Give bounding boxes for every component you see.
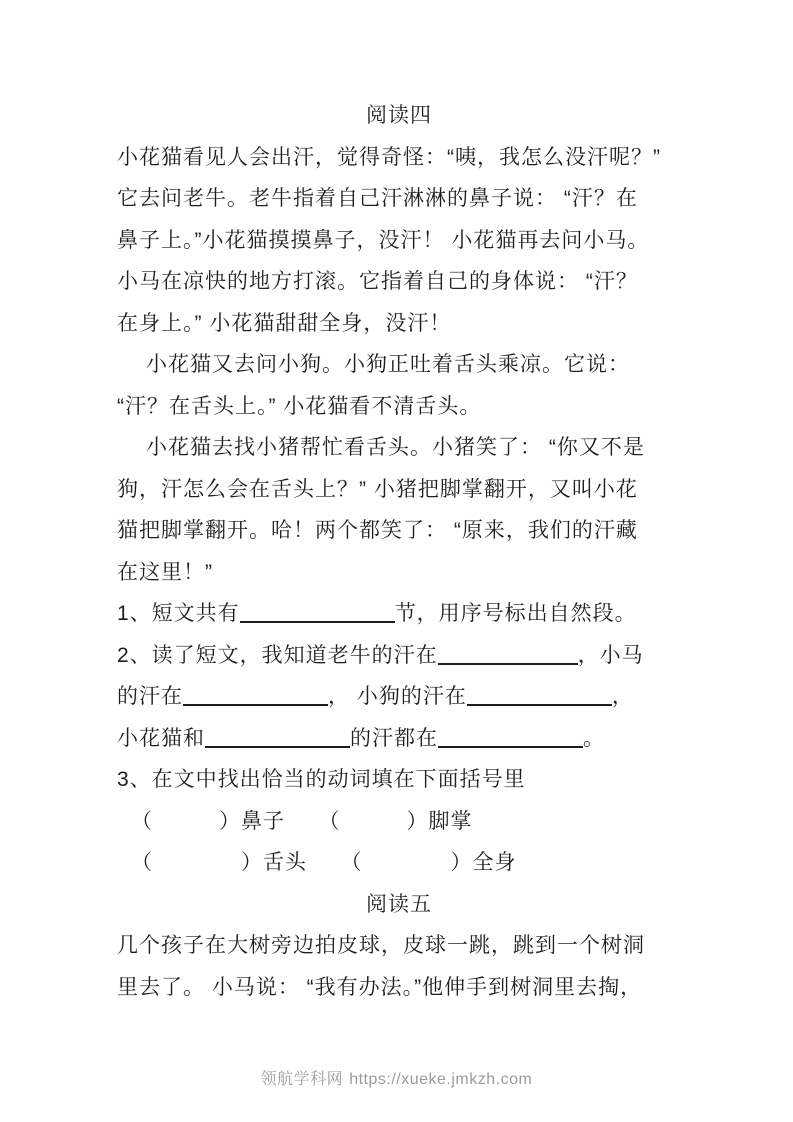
reading4-passage-line-7: “汗？在舌头上。” 小花猫看不清舌头。 [117,394,482,418]
reading4-title: 阅读四 [366,104,432,127]
site-name: 领航学科网 [260,1071,344,1088]
reading4-passage-line-1: 小花猫看见人会出汗，觉得奇怪：“咦，我怎么没汗呢？” [117,145,661,169]
question-2-text: 。 [583,726,605,750]
question-2-line-2 [117,676,681,718]
watermark-footer [0,1066,793,1089]
question-2-line-3 [117,718,681,760]
reading5-title: 阅读五 [366,892,432,916]
question-3-brackets-row-2: （ ）舌头 （ ）全身 [131,851,517,874]
answer-blank [240,620,395,623]
reading4-passage-line-8: 小花猫去找小猪帮忙看舌头。小猪笑了： “你又不是 [146,436,645,459]
answer-blank [438,662,578,665]
reading4-passage-line-4: 小马在凉快的地方打滚。它指着自己的身体说： “汗？ [117,270,638,293]
reading4-passage-line-10: 猫把脚掌翻开。哈！两个都笑了： “原来，我们的汗藏 [117,519,638,542]
question-2-text: ，小马 [577,643,644,667]
question-2-text: 小花猫和 [117,726,205,750]
answer-blank [183,703,328,706]
reading4-passage-line-3: 鼻子上。”小花猫摸摸鼻子，没汗！ 小花猫再去问小马。 [117,228,650,252]
question-1-text-before: 1、短文共有 [117,602,240,625]
question-3-prompt: 3、在文中找出恰当的动词填在下面括号里 [117,768,526,791]
question-2-text: ， 小狗的汗在 [328,685,467,708]
reading4-passage-line-5: 在身上。” 小花猫甜甜全身，没汗！ [117,311,452,335]
reading4-passage-line-2: 它去问老牛。老牛指着自己汗淋淋的鼻子说： “汗？在 [117,187,638,210]
site-url: https://xueke.jmkzh.com [349,1071,533,1088]
question-2-text: 2、读了短文，我知道老牛的汗在 [117,643,438,667]
question-1 [117,593,681,635]
reading4-passage-line-6: 小花猫又去问小狗。小狗正吐着舌头乘凉。它说： [146,353,630,376]
question-2-text: 的汗在 [117,685,183,708]
answer-blank [467,703,612,706]
question-2-text: 的汗都在 [350,726,438,750]
answer-blank [438,745,583,748]
reading5-passage-line-2: 里去了。 小马说： “我有办法。”他伸手到树洞里去掏， [117,975,643,999]
question-1-text-after: 节，用序号标出自然段。 [394,602,637,625]
reading4-passage-line-9: 狗，汗怎么会在舌头上？” 小猪把脚掌翻开，又叫小花 [117,477,638,501]
answer-blank [205,745,350,748]
question-3-brackets-row-1: （ ）鼻子 （ ）脚掌 [131,809,473,833]
reading4-passage-line-11: 在这里！” [117,560,213,584]
question-2-line-1 [117,635,681,677]
question-2-text: ， [611,685,634,708]
reading5-passage-line-1: 几个孩子在大树旁边拍皮球，皮球一跳，跳到一个树洞 [117,934,645,957]
